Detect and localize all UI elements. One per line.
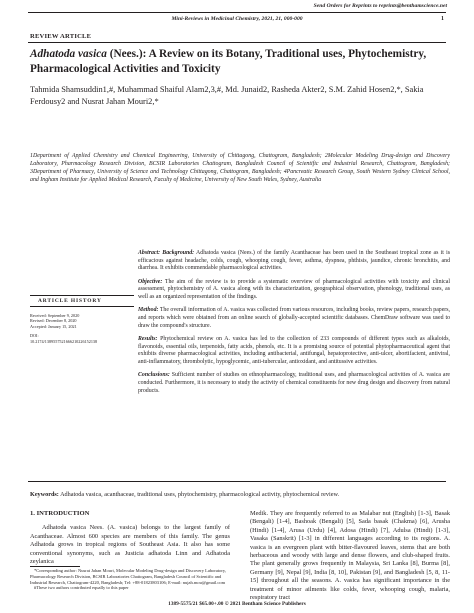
abstract-conclusions xyxy=(138,372,450,395)
doi-link[interactable]: 10.2174/1389557521666210226152138 xyxy=(30,338,98,344)
header-divider xyxy=(28,12,446,13)
keywords-label: Keywords: xyxy=(30,491,59,498)
abstract-divider xyxy=(28,481,446,482)
equal-contribution: #These two authors contributed equally to this paper xyxy=(34,585,129,591)
keywords xyxy=(30,491,450,499)
article-type: REVIEW ARTICLE xyxy=(30,33,92,40)
right-column-paragraph: Medik. They are frequently referred to as Malabar nut (English) [1-3], Basak (Bengali) [1-4], Bashoak (Bengali) [5], Sada basak (Chakma) [6], Arusha (Hindi) [1-4], Arusa (Urdu) [4], Adosa (Hindi) [7], Adulsa (Hindi) [1-3], Vasaka (Sanskrit) [1-3] in different languages according to its regions. A. vasica is an evergreen plant with bitter-flavoured leaves, stems that are both herbaceous and woody with large and dense flowers, and club-shaped fruits. The plant generally grows frequently in Malaysia, Sri Lanka [8], Burma [8], Germany [9], Nepal [9], India [8, 10], Pakistan [9], and Bangladesh [5, 8, 11-15] throughout all the seasons. A. vasica has significant importance in the treatment of minor ailments like colds, fever, whooping cough, malaria, respiratory tract xyxy=(250,510,450,602)
objective-text: The aim of the review is to provide a systematic overview of pharmacological activities with toxicity and clinical assessment, phytochemistry of A. vasica along with its characterization, geographical observation, phenology, traditional uses, as well as an organized representation of the findings. xyxy=(138,278,450,301)
abstract-objective xyxy=(138,279,450,302)
results-text: Phytochemical review on A. vasica has led to the collection of 233 compounds of different types such as alkaloids, flavonoids, essential oils, terpenoids, fatty acids, phenols, etc. It is a promising source of potential phytopharmaceutical agent that exhibits diverse pharmacological activities, including antibacterial, antifungal, hepatoprotective, anti-ulcer, abortifacient, antiviral, anti-inflammatory, thrombolytic, hypoglycemic, anti-tubercular, antioxidant, and antitussive activities. xyxy=(138,335,450,365)
body-column-right xyxy=(250,510,450,602)
accepted-date: Accepted: January 15, 2021 xyxy=(30,323,77,329)
method-text: The overall information of A. vasica was collected from various resources, including books, review papers, research papers, and reports which were obtained from an online search of globally-accepted scientific databases. ChemDraw software was used to draw the compound's structure. xyxy=(138,307,450,329)
abstract-results xyxy=(138,336,450,367)
intro-paragraph: Adhatoda vasica Nees. (A. vasica) belongs to the largest family of Acanthaceae. Almost 600 species are members of this family. The genus Adhatoda grows in tropical regions of Southeast Asia. It also has some conventional synonyms, such as Justicia adhatoda Linn and Adhatoda zeylanica xyxy=(30,524,230,566)
received-date: Received: September 9, 2020 xyxy=(30,313,80,318)
article-history-box xyxy=(30,295,134,344)
objective-label: Objective: xyxy=(138,278,163,285)
background-text: Adhatoda vasica (Nees.) of the family Acanthaceae has been used in the Southeast tropical zone as it is efficacious against headache, colds, cough, whooping cough, fever, asthma, dyspnea, phthisis, jaundice, chronic bronchitis, and diarrhea. It exhibits commendable pharmacological activities. xyxy=(138,250,450,272)
article-type-divider xyxy=(28,42,446,43)
affiliations: 1Department of Applied Chemistry and Chemical Engineering, University of Chittagong, Chattogram, Bangladesh; 2Molecular Modeling Drug-design and Discovery Laboratory, Pharmacology Research Division, BCSIR Laboratories Chattogram, Bangladesh Council of Scientific and Industrial Research, Chattogram, Bangladesh; 3Department of Pharmacy, University of Science and Technology Chittagong, Chattogram, Bangladesh; 4Pancreatic Research Group, South Western Sydney Clinical School, and Ingham Institute for Applied Medical Research, Faculty of Medicine, University of New South Wales, Sydney, Australia xyxy=(30,153,450,184)
abstract xyxy=(138,250,450,401)
results-label: Results: xyxy=(138,335,158,342)
title-rest: (Nees.): A Review on its Botany, Traditional uses, Phytochemistry, Pharmacological Activities and Toxicity xyxy=(30,48,427,75)
send-orders-notice: Send Orders for Reprints to reprints@benthamscience.net xyxy=(313,3,447,9)
body-column-left xyxy=(30,510,230,566)
conclusions-text: Sufficient number of studies on ethnopharmacology, traditional uses, and pharmacological activities of A. vasica are conducted. Furthermore, it is necessary to study the activity of chemical constituents for new drug design and discovery from natural products. xyxy=(138,372,450,394)
title-species: Adhatoda vasica xyxy=(30,48,107,60)
abstract-background xyxy=(138,250,450,273)
doi-label: DOI: xyxy=(30,333,39,339)
corresponding-author: *Corresponding author: Nusrat Jahan Mouri, Molecular Modeling Drug-design and Discovery Laboratory, Pharmacology Research Division, BCSIR Laboratories Chattogram, Bangladesh Council of Scientific and Industrial Research, Chattogram-4220, Bangladesh; Tel: +88-01823803106; E-mail: nujah.mou@gmail.com xyxy=(30,568,226,585)
footnote-divider xyxy=(30,566,80,567)
conclusions-label: Conclusions: xyxy=(138,372,170,379)
author-list: Tahmida Shamsuddin1,#, Muhammad Shaiful Alam2,3,#, Md. Junaid2, Rasheda Akter2, S.M. Zahid Hosen2,*, Sakia Ferdousy2 and Nusrat Jahan Mouri2,* xyxy=(30,85,424,106)
intro-heading: 1. INTRODUCTION xyxy=(30,510,90,517)
keywords-text: Adhatoda vasica, acanthaceae, traditional uses, phytochemistry, pharmacological activity, phytochemical review. xyxy=(58,491,340,498)
page-number: 1 xyxy=(441,16,444,22)
background-label: Abstract: Background: xyxy=(138,250,195,256)
paper-title xyxy=(30,47,450,76)
revised-date: Revised: December 8, 2020 xyxy=(30,318,77,324)
journal-citation: Mini-Reviews in Medicinal Chemistry, 2021, 21, 000-000 xyxy=(171,16,303,22)
article-history-title: ARTICLE HISTORY xyxy=(30,295,134,307)
footer-publisher-line: 1389-5575/21 $65.00+.00 © 2021 Bentham Science Publishers xyxy=(168,601,306,607)
method-label: Method: xyxy=(138,307,159,314)
footnote xyxy=(30,568,230,591)
article-history-body xyxy=(30,307,134,344)
abstract-method xyxy=(138,307,450,330)
